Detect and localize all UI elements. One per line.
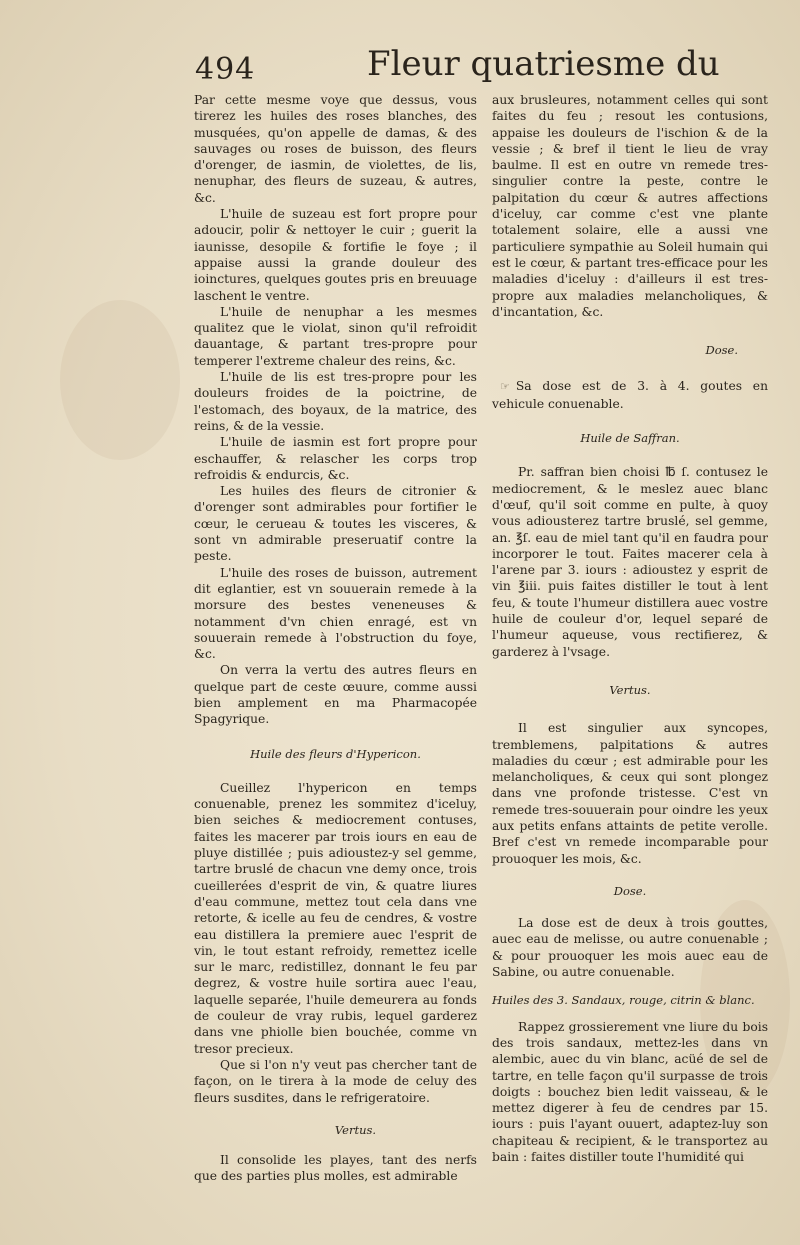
paragraph: L'huile de iasmin est fort propre pour eschauffer, & relascher les corps trop refroidis & endurcis, &c. xyxy=(194,435,477,482)
paragraph: Les huiles des fleurs de citronier & d'orenger sont admirables pour fortifier le cœur, le cerueau & toutes les visceres, & sont vn admirable preseruatif contre la peste. xyxy=(194,484,477,564)
paragraph: Cueillez l'hypericon en temps conuenable, prenez les sommitez d'iceluy, bien seiches & mediocrement contuses, faites les macerer par trois iours en eau de pluye distillée ; puis adioustez-y sel gemme, tartre bruslé de chacun vne demy once, trois cueillerées d'esprit de vin, & quatre liures d'eau commune, mettez tout cela dans vne retorte, & icelle au feu de cendres, & vostre eau distillera la premiere auec l'esprit de vin, le tout estant refroidy, remettez icelle sur le marc, redistillez, donnant le feu par degrez, & vostre huile sortira auec l'eau, laquelle separée, l'huile demeurera au fonds de couleur de vray rubis, lequel garderez dans vne phiolle bien bouchée, comme vn tresor precieux. xyxy=(194,780,477,1056)
paragraph: Il consolide les playes, tant des nerfs que des parties plus molles, est admirable xyxy=(194,1153,477,1184)
paragraph: Rappez grossierement vne liure du bois des trois sandaux, mettez-les dans vn alembic, auec du vin blanc, acüé de sel de tartre, en telle façon qu'il surpasse de trois doigts : bouchez bien ledit vaisseau, & le mettez digerer à feu de cendres par 15. iours : puis l'ayant ouuert, adaptez-luy son chapiteau & recipient, & le transportez au bain : faites distiller toute l'humidité qui xyxy=(492,1019,768,1165)
paragraph: L'huile des roses de buisson, autrement dit eglantier, est vn souuerain remede à la morsure des bestes veneneuses & notamment d'vn chien enragé, est vn souuerain remede à l'obstruction du foye, &c. xyxy=(194,565,477,662)
paper-stain xyxy=(60,300,180,460)
page-number: 494 xyxy=(195,52,256,87)
section-heading: Vertus. xyxy=(609,682,651,697)
paragraph: Pr. saffran bien choisi ℔ ſ. contusez le mediocrement, & le meslez auec blanc d'œuf, qu'il soit comme en pulte, à quoy vous adiousterez tartre bruslé, sel gemme, an. ℥ſ. eau de miel tant qu'il en faudra pour incorporer le tout. Faites macerer cela à l'arene par 3. iours : adioustez y esprit de vin ℥iii. puis faites distiller le tout à lent feu, & toute l'humeur distillera auec vostre huile de couleur d'or, lequel separé de l'humeur aqueuse, vous rectifierez, & garderez à l'vsage. xyxy=(492,465,768,659)
running-title: Fleur quatriesme du xyxy=(367,44,720,84)
paragraph: La dose est de deux à trois gouttes, auec eau de melisse, ou autre conuenable ; & pour prouoquer les mois auec eau de Sabine, ou autre conuenable. xyxy=(492,916,768,980)
section-heading: Huile des fleurs d'Hypericon. xyxy=(250,746,421,761)
dose-text: Sa dose est de 3. à 4. goutes en vehicule conuenable. xyxy=(492,379,768,411)
section-heading: Huiles des 3. Sandaux, rouge, citrin & blanc. xyxy=(492,993,755,1008)
page-header xyxy=(195,44,720,94)
pointing-hand-icon: ☞ xyxy=(500,380,510,394)
section-heading: Huile de Saffran. xyxy=(580,431,680,446)
left-column xyxy=(194,92,477,1185)
paragraph: L'huile de nenuphar a les mesmes qualitez que le violat, sinon qu'il refroidit dauantage, & partant tres-propre pour temperer l'extreme chaleur des reins, &c. xyxy=(194,304,477,368)
right-column xyxy=(492,92,768,1165)
paragraph: Il est singulier aux syncopes, tremblemens, palpitations & autres maladies du cœur ; est admirable pour les melancholiques, & ceux qui sont plongez dans vne profonde tristesse. C'est vn remede tres-souuerain pour oindre les yeux aux petits enfans attaints de petite verolle. Bref c'est vn remede incomparable pour prouoquer les mois, &c. xyxy=(492,721,768,866)
section-heading: Dose. xyxy=(705,343,738,358)
paragraph xyxy=(492,378,768,412)
paragraph: Par cette mesme voye que dessus, vous tirerez les huiles des roses blanches, des musquées, qu'on appelle de damas, & des sauvages ou roses de buisson, des fleurs d'orenger, de iasmin, de violettes, de lis, nenuphar, des fleurs de suzeau, & autres, &c. xyxy=(194,93,477,205)
section-heading: Vertus. xyxy=(334,1122,377,1137)
paragraph: On verra la vertu des autres fleurs en quelque part de ceste œuure, comme aussi bien amplement en ma Pharmacopée Spagyrique. xyxy=(194,663,477,727)
paragraph: L'huile de lis est tres-propre pour les douleurs froides de la poictrine, de l'estomach, des boyaux, de la matrice, des reins, & de la vessie. xyxy=(194,370,477,433)
paragraph: Que si l'on n'y veut pas chercher tant de façon, on le tirera à la mode de celuy des fleurs susdites, dans le refrigeratoire. xyxy=(194,1057,477,1105)
section-heading: Dose. xyxy=(613,883,647,898)
paragraph: L'huile de suzeau est fort propre pour adoucir, polir & nettoyer le cuir ; guerit la iaunisse, desopile & fortifie le foye ; il appaise aussi la grande douleur des ioinctures, quelques goutes pris en breuuage laschent le ventre. xyxy=(194,207,477,303)
paragraph: aux brusleures, notamment celles qui sont faites du feu ; resout les contusions, appaise les douleurs de l'ischion & de la vessie ; & bref il tient le lieu de vray baulme. Il est en outre vn remede tres-singulier contre la peste, contre le palpitation du cœur & autres affections d'iceluy, car comme c'est vne plante totalement solaire, elle a aussi vne particuliere sympathie au Soleil humain qui est le cœur, & partant tres-efficace pour les maladies d'iceluy : d'ailleurs il est tres-propre aux maladies melancholiques, & d'incantation, &c. xyxy=(492,93,768,319)
